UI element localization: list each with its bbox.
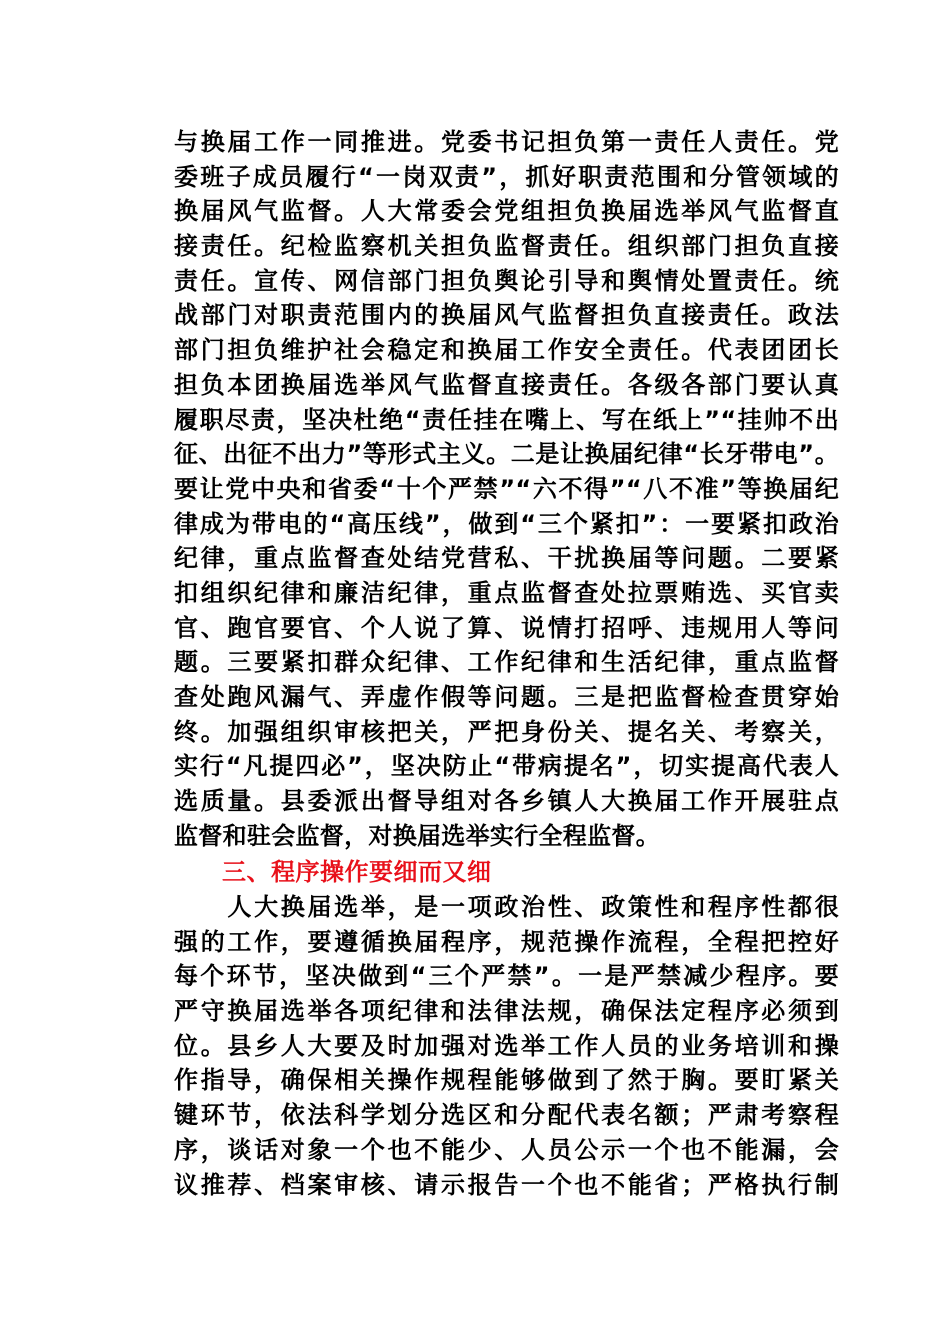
paragraph-line: 征、出征不出力”等形式主义。二是让换届纪律“长牙带电”。: [174, 440, 839, 469]
paragraph-line: 序，谈话对象一个也不能少、人员公示一个也不能漏，会: [174, 1135, 839, 1164]
paragraph-line: 作指导，确保相关操作规程能够做到了然于胸。要盯紧关: [174, 1066, 839, 1095]
paragraph-line: 要让党中央和省委“十个严禁”“六不得”“八不准”等换届纪: [174, 474, 839, 503]
paragraph-line: 扣组织纪律和廉洁纪律，重点监督查处拉票贿选、买官卖: [174, 578, 839, 607]
paragraph-line: 部门担负维护社会稳定和换届工作安全责任。代表团团长: [174, 336, 839, 365]
paragraph-line: 题。三要紧扣群众纪律、工作纪律和生活纪律，重点监督: [174, 648, 839, 677]
paragraph-line: 严守换届选举各项纪律和法律法规，确保法定程序必须到: [174, 997, 839, 1026]
paragraph-line: 人大换届选举，是一项政治性、政策性和程序性都很: [174, 893, 839, 921]
paragraph-line: 位。县乡人大要及时加强对选举工作人员的业务培训和操: [174, 1031, 839, 1060]
paragraph-line: 终。加强组织审核把关，严把身份关、提名关、考察关，: [174, 717, 839, 746]
paragraph-line: 强的工作，要遵循换届程序，规范操作流程，全程把控好: [174, 927, 839, 956]
paragraph-line: 战部门对职责范围内的换届风气监督担负直接责任。政法: [174, 301, 839, 330]
paragraph-line: 选质量。县委派出督导组对各乡镇人大换届工作开展驻点: [174, 787, 839, 816]
paragraph-line: 官、跑官要官、个人说了算、说情打招呼、违规用人等问: [174, 613, 839, 642]
paragraph-line: 换届风气监督。人大常委会党组担负换届选举风气监督直: [174, 197, 839, 226]
paragraph-line: 律成为带电的“高压线”，做到“三个紧扣”：一要紧扣政治: [174, 509, 839, 538]
paragraph-line: 键环节，依法科学划分选区和分配代表名额；严肃考察程: [174, 1101, 839, 1130]
section-heading: 三、程序操作要细而又细: [222, 858, 492, 886]
paragraph-procedure: [174, 890, 839, 1202]
paragraph-line: 与换届工作一同推进。党委书记担负第一责任人责任。党: [174, 128, 839, 156]
paragraph-line: 担负本团换届选举风气监督直接责任。各级各部门要认真: [174, 370, 839, 399]
paragraph-line: 议推荐、档案审核、请示报告一个也不能省；严格执行制: [174, 1170, 839, 1199]
paragraph-line: 接责任。纪检监察机关担负监督责任。组织部门担负直接: [174, 232, 839, 261]
paragraph-line: 每个环节，坚决做到“三个严禁”。一是严禁减少程序。要: [174, 962, 839, 991]
paragraph-line: 查处跑风漏气、弄虚作假等问题。三是把监督检查贯穿始: [174, 683, 839, 711]
paragraph-responsibility-discipline: [174, 125, 839, 853]
paragraph-line: 委班子成员履行“一岗双责”，抓好职责范围和分管领域的: [174, 162, 839, 191]
paragraph-line: 责任。宣传、网信部门担负舆论引导和舆情处置责任。统: [174, 266, 839, 295]
paragraph-line: 监督和驻会监督，对换届选举实行全程监督。: [174, 821, 660, 850]
paragraph-line: 履职尽责，坚决杜绝“责任挂在嘴上、写在纸上”“挂帅不出: [174, 405, 839, 434]
paragraph-line: 纪律，重点监督查处结党营私、干扰换届等问题。二要紧: [174, 544, 839, 573]
paragraph-line: 实行“凡提四必”，坚决防止“带病提名”，切实提高代表人: [174, 752, 839, 781]
